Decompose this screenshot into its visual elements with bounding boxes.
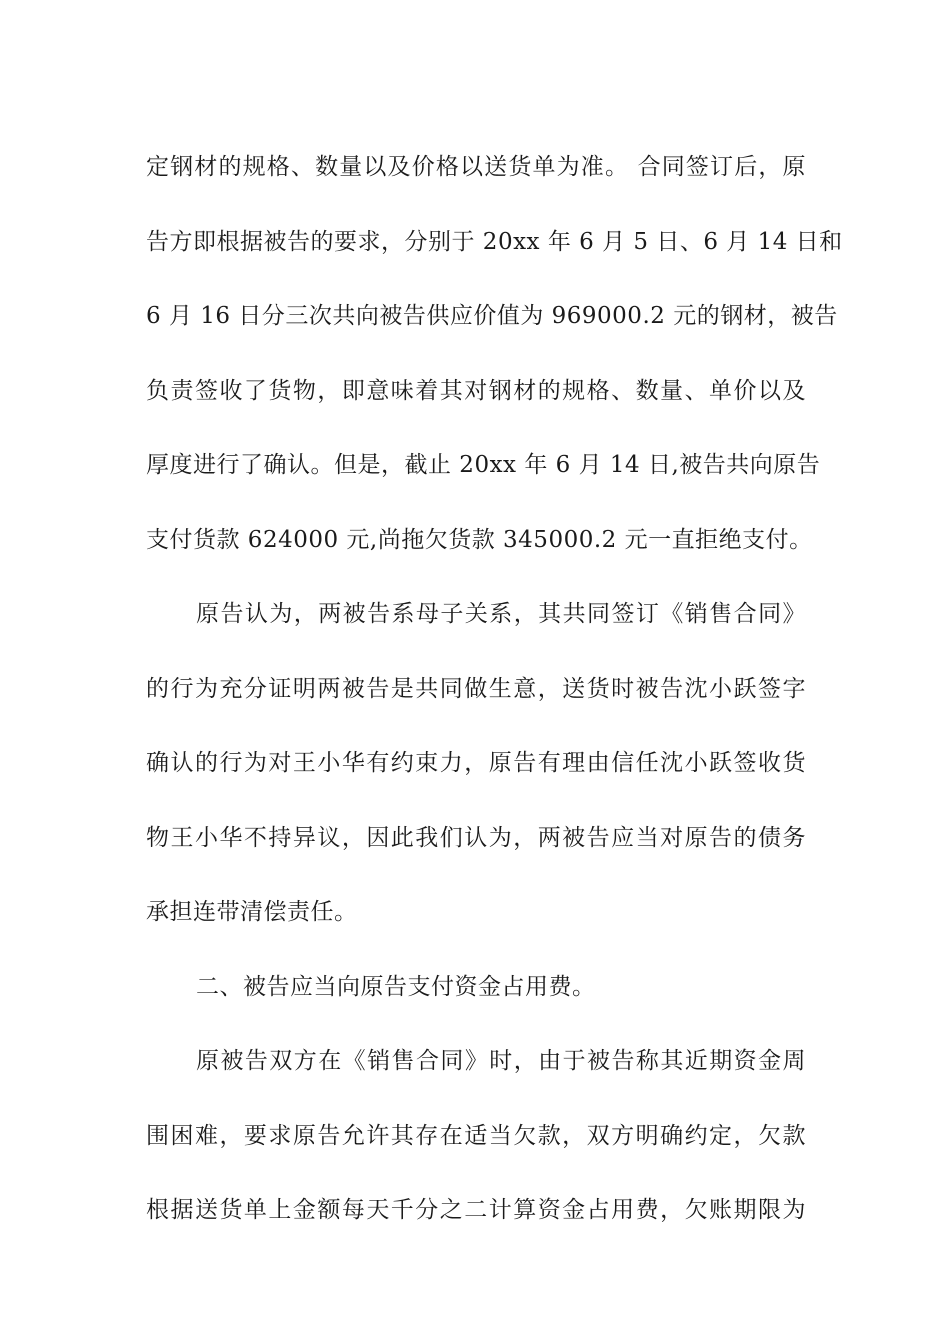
- text-line: 围困难，要求原告允许其存在适当欠款，双方明确约定，欠款: [146, 1122, 806, 1149]
- text-line: 物王小华不持异议，因此我们认为，两被告应当对原告的债务: [146, 824, 806, 851]
- text-line: 根据送货单上金额每天千分之二计算资金占用费，欠账期限为: [146, 1197, 806, 1223]
- text-line: 告方即根据被告的要求，分别于 20xx 年 6 月 5 日、6 月 14 日和: [146, 228, 843, 255]
- paragraph-start-line: 原告认为，两被告系母子关系，其共同签订《销售合同》: [196, 601, 806, 627]
- paragraph-start-line: 原被告双方在《销售合同》时，由于被告称其近期资金周: [196, 1048, 806, 1074]
- text-line: 支付货款 624000 元,尚拖欠货款 345000.2 元一直拒绝支付。: [146, 526, 813, 553]
- section-heading: 二、被告应当向原告支付资金占用费。: [196, 973, 596, 1000]
- document-body: [146, 130, 843, 1248]
- text-line: 定钢材的规格、数量以及价格以送货单为准。 合同签订后，原: [146, 154, 806, 180]
- text-line: 承担连带清偿责任。: [146, 899, 358, 925]
- text-line: 负责签收了货物，即意味着其对钢材的规格、数量、单价以及: [146, 377, 806, 404]
- text-line: 的行为充分证明两被告是共同做生意，送货时被告沈小跃签字: [146, 675, 806, 702]
- text-line: 确认的行为对王小华有约束力，原告有理由信任沈小跃签收货: [146, 750, 806, 776]
- text-line: 6 月 16 日分三次共向被告供应价值为 969000.2 元的钢材，被告: [146, 303, 838, 329]
- text-line: 厚度进行了确认。但是，截止 20xx 年 6 月 14 日,被告共向原告: [146, 452, 821, 478]
